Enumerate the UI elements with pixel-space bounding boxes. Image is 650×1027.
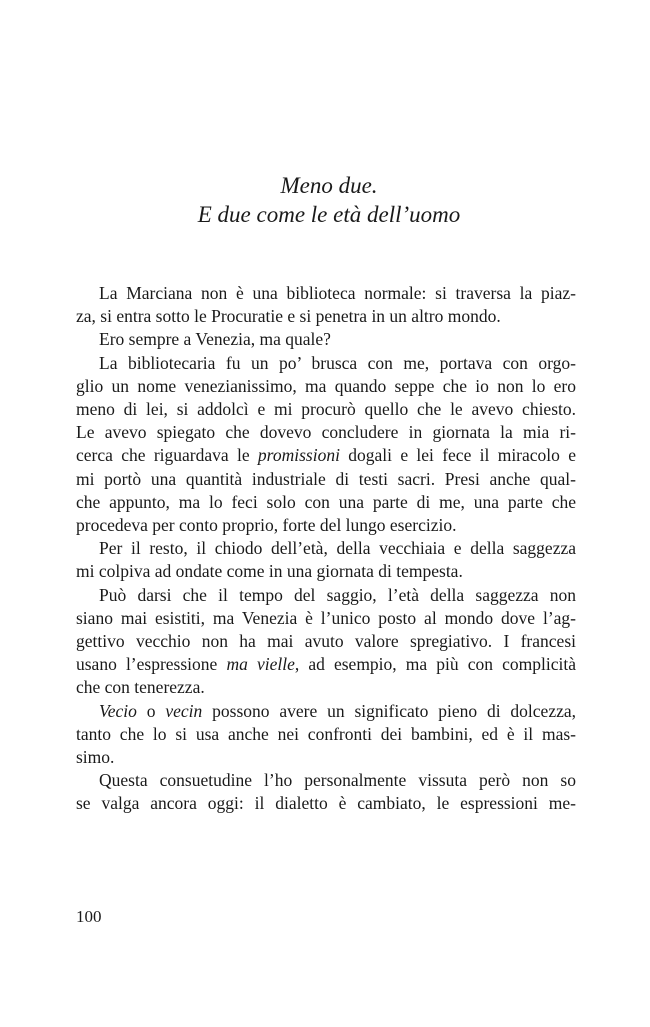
text-line <box>76 444 576 467</box>
italic-term: Vecio <box>99 700 137 721</box>
text-line <box>76 468 576 491</box>
text-line <box>76 584 576 607</box>
text-line <box>76 676 576 699</box>
text-segment: o <box>136 700 166 721</box>
text-line <box>76 792 576 815</box>
text-segment: mi colpiva ad ondate come in una giornata di tempesta. <box>76 561 463 582</box>
text-segment: Ero sempre a Venezia, ma quale? <box>99 329 331 350</box>
italic-term: promissioni <box>257 445 340 466</box>
text-line <box>76 491 576 514</box>
text-segment: gettivo vecchio non ha mai avuto valore spregiativo. I francesi <box>76 631 576 652</box>
text-line <box>76 375 576 398</box>
text-segment: mi portò una quantità industriale di testi sacri. Presi anche qual- <box>76 468 576 489</box>
text-segment: Può darsi che il tempo del saggio, l’età della saggezza non <box>99 584 576 605</box>
text-line <box>76 653 576 676</box>
text-line <box>76 282 576 305</box>
text-line <box>76 328 576 351</box>
text-segment: , ad esempio, ma più con complicità <box>294 654 576 675</box>
italic-term: vecin <box>165 700 203 721</box>
italic-term: ma vielle <box>226 654 295 675</box>
text-line <box>76 607 576 630</box>
text-line <box>76 398 576 421</box>
text-line <box>76 700 576 723</box>
chapter-title-line-1: Meno due. <box>280 173 378 198</box>
text-segment: che con tenerezza. <box>76 677 205 698</box>
text-segment: procedeva per conto proprio, forte del lungo esercizio. <box>76 515 457 536</box>
text-line <box>76 514 576 537</box>
text-line <box>76 560 576 583</box>
text-segment: che appunto, ma lo feci solo con una parte di me, una parte che <box>76 491 576 512</box>
text-segment: cerca che riguardava le <box>76 445 258 466</box>
text-segment: simo. <box>76 747 115 768</box>
text-segment: glio un nome venezianissimo, ma quando seppe che io non lo ero <box>76 375 576 396</box>
text-line <box>76 746 576 769</box>
text-segment: La bibliotecaria fu un po’ brusca con me, portava con orgo- <box>99 352 576 373</box>
text-line <box>76 537 576 560</box>
body-text <box>76 282 576 816</box>
page-number: 100 <box>76 907 102 926</box>
text-segment: Questa consuetudine l’ho personalmente vissuta però non so <box>99 770 576 791</box>
chapter-title-line-2: E due come le età dell’uomo <box>197 202 461 227</box>
text-line <box>76 421 576 444</box>
text-line <box>76 630 576 653</box>
text-line <box>76 723 576 746</box>
text-segment: tanto che lo si usa anche nei confronti dei bambini, ed è il mas- <box>76 723 576 744</box>
text-segment: dogali e lei fece il miracolo e <box>339 445 576 466</box>
text-line <box>76 352 576 375</box>
text-segment: meno di lei, si addolcì e mi procurò quello che le avevo chiesto. <box>76 399 576 420</box>
text-segment: Le avevo spiegato che dovevo concludere in giornata la mia ri- <box>76 422 576 443</box>
text-segment: za, si entra sotto le Procuratie e si penetra in un altro mondo. <box>76 306 501 327</box>
text-line <box>76 305 576 328</box>
text-segment: La Marciana non è una biblioteca normale: si traversa la piaz- <box>99 283 576 303</box>
text-line <box>76 769 576 792</box>
text-segment: usano l’espressione <box>76 654 227 675</box>
text-segment: se valga ancora oggi: il dialetto è cambiato, le espressioni me- <box>76 793 576 814</box>
text-segment: Per il resto, il chiodo dell’età, della vecchiaia e della saggezza <box>99 538 576 559</box>
text-segment: siano mai esistiti, ma Venezia è l’unico posto al mondo dove l’ag- <box>76 607 576 628</box>
text-segment: possono avere un significato pieno di dolcezza, <box>202 700 576 721</box>
